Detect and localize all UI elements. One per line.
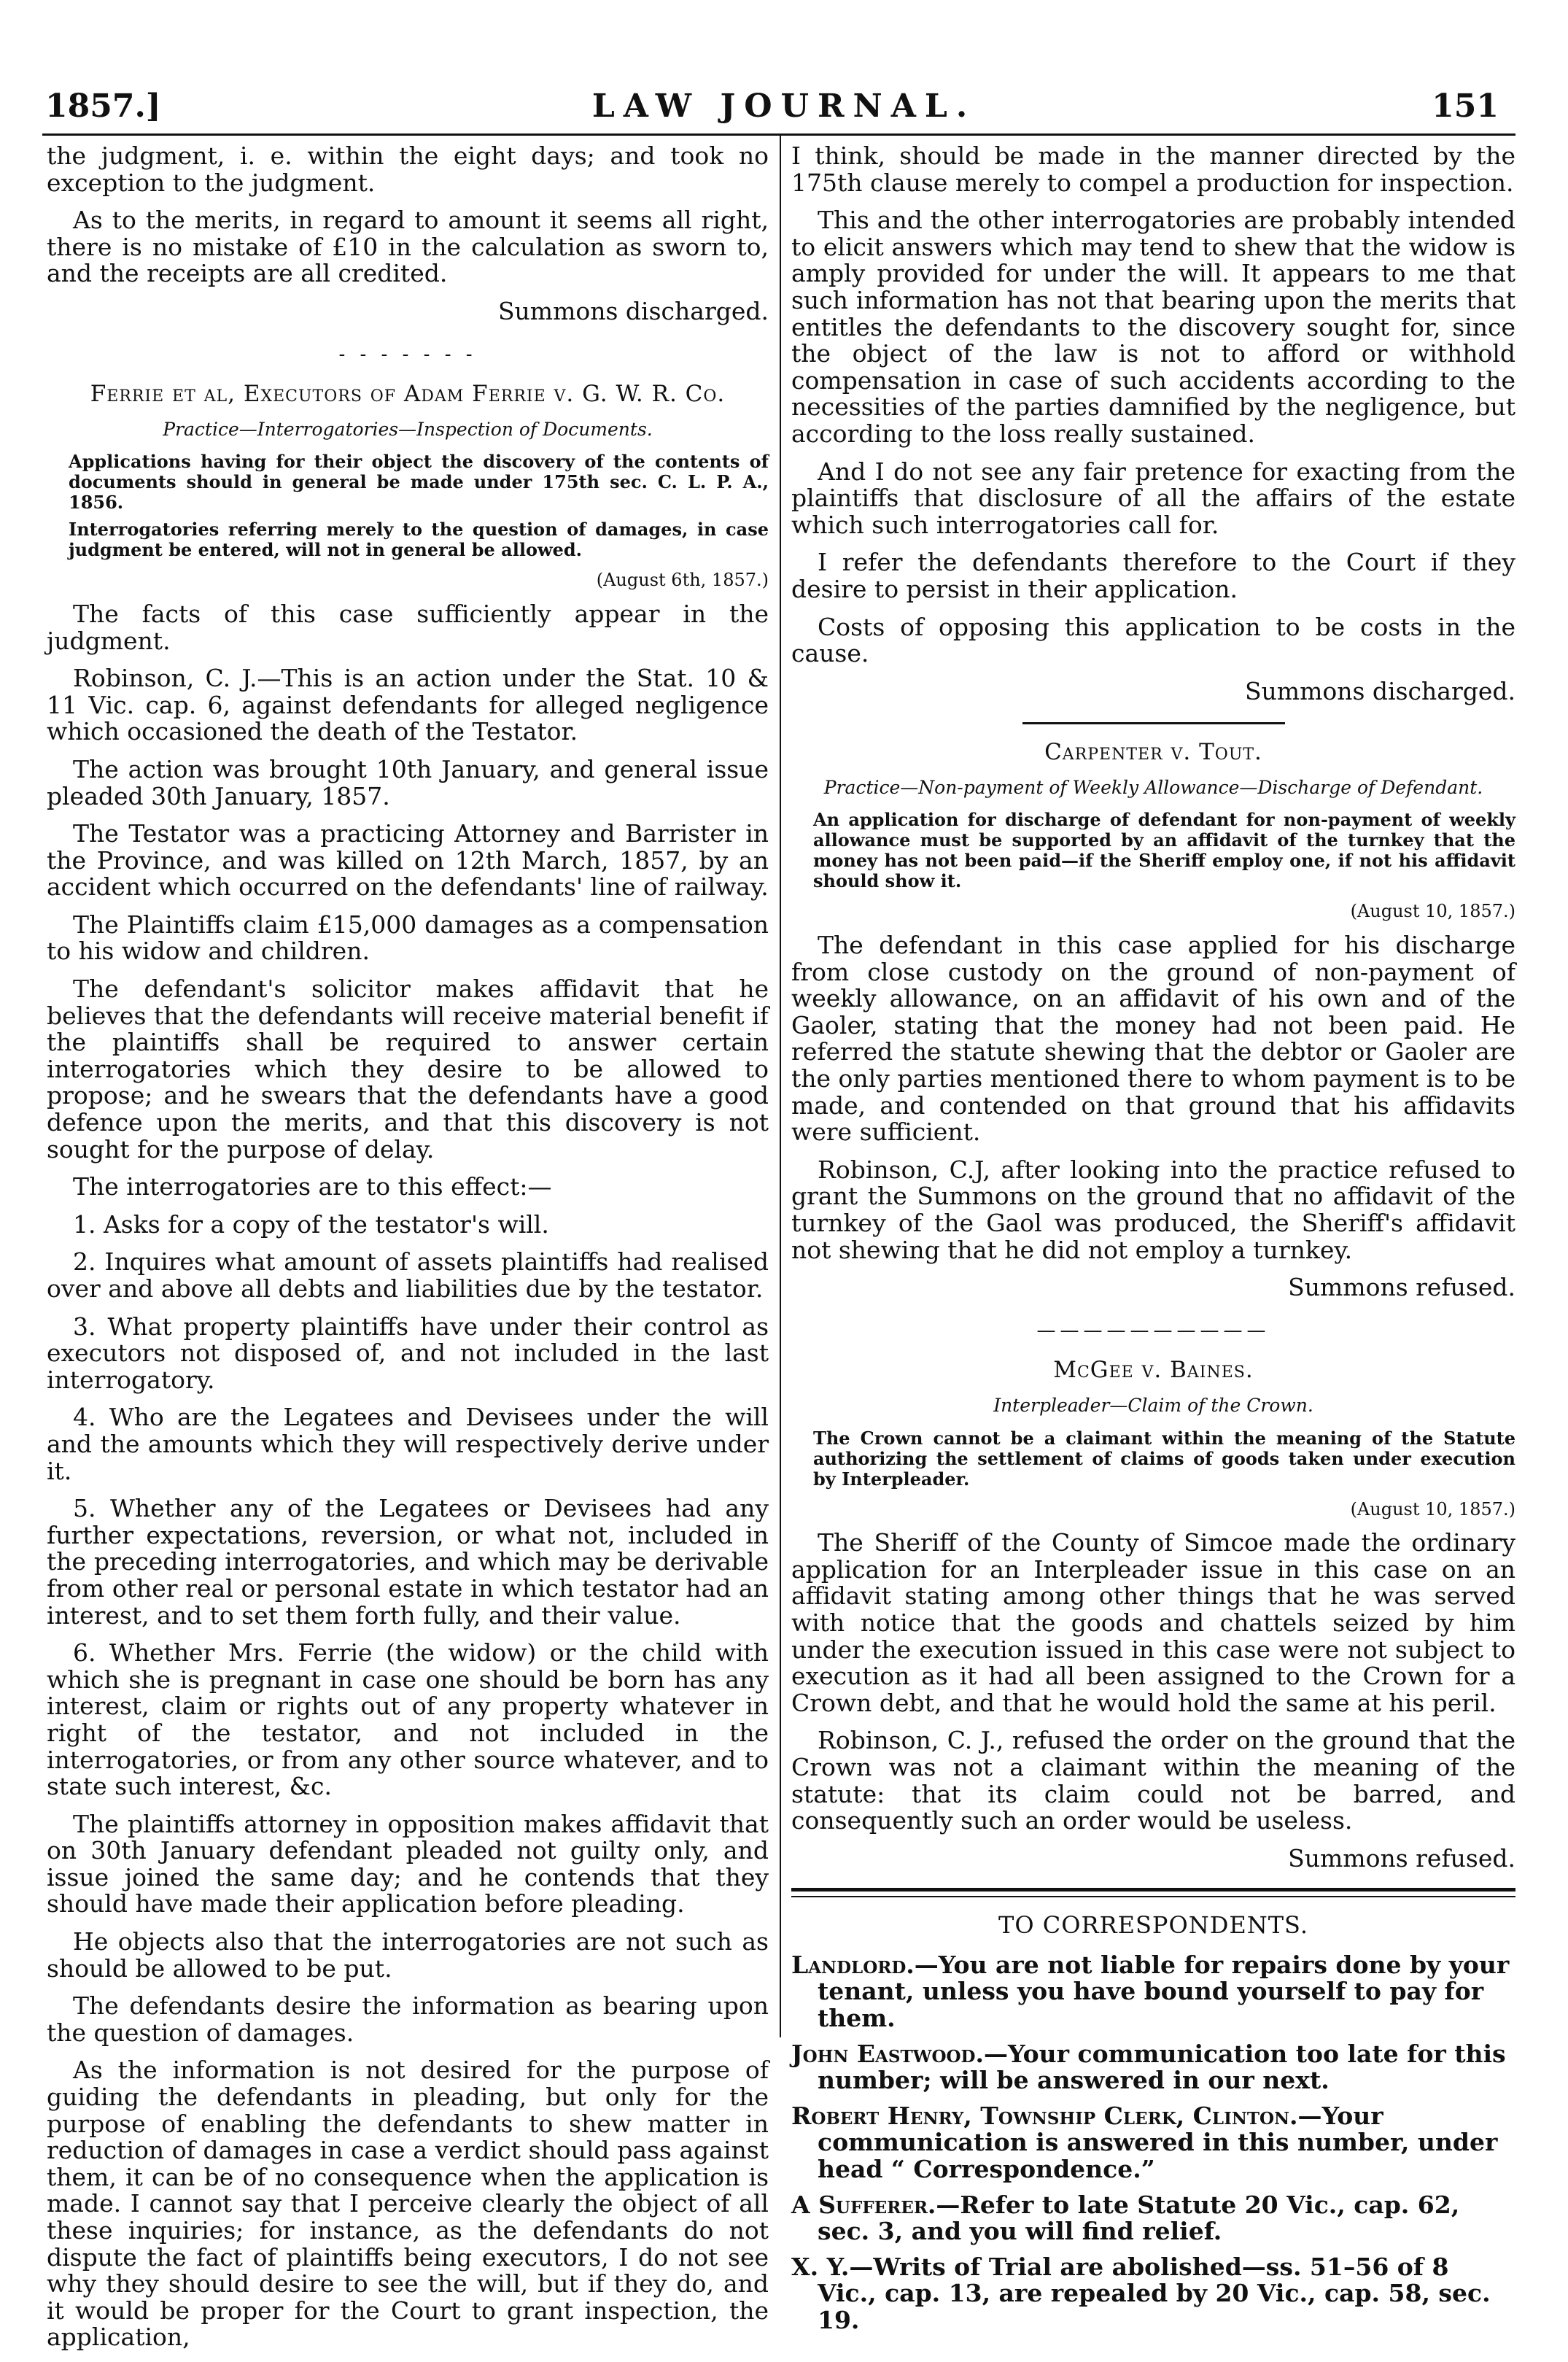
case-title: McGee v. Baines.: [1053, 1357, 1254, 1384]
correspondent-name: Landlord.: [791, 1950, 915, 1979]
case-date: (August 10, 1857.): [1350, 1498, 1515, 1519]
headnote: An application for discharge of defendant for non-payment of weekly allowance must be supported by an affidavit of the turnkey that the money has not been paid—if the Sheriff employ one, if not his affidavit should show it.: [813, 809, 1515, 892]
case-date: (August 10, 1857.): [1350, 901, 1515, 922]
paragraph: This and the other interrogatories are probably intended to elicit answers which may tend to shew that the widow is amply provided for under the will. It appears to me that such information has not that bearing upon the merits that entitles the defendants to the discovery sought for, since the object of the law is not to afford or withhold compensation in case of such accidents according to the necessities of the parties damnified by the negligence, but according to the loss really sustained.: [791, 206, 1515, 448]
paragraph: The defendants desire the information as bearing upon the question of damages.: [47, 1991, 769, 2047]
paragraph: The facts of this case sufficiently appear in the judgment.: [47, 599, 769, 655]
header-title: LAW JOURNAL.: [591, 88, 977, 125]
paragraph: Robinson, C. J.—This is an action under the Stat. 10 & 11 Vic. cap. 6, against defendants for alleged negligence which occasioned the death of the Testator.: [47, 664, 769, 746]
paragraph: The Plaintiffs claim £15,000 damages as a compensation to his widow and children.: [47, 910, 769, 966]
paragraph: I think, should be made in the manner directed by the 175th clause merely to compel a production for inspection.: [791, 142, 1515, 197]
correspondent-reply: —Your communication is answered in this number, under head “ Correspondence.”: [818, 2101, 1498, 2184]
paragraph: The interrogatories are to this effect:—: [73, 1172, 552, 1201]
correspondent-name: A Sufferer.: [791, 2190, 936, 2219]
case-subtitle: Interpleader—Claim of the Crown.: [993, 1394, 1313, 1416]
paragraph: The plaintiffs attorney in opposition makes affidavit that on 30th January defendant pleaded not guilty only, and issue joined the same day; and he contends that they should have made their application before pleading.: [47, 1809, 769, 1918]
right-column: [791, 143, 1515, 2343]
section-divider: - - - - - - -: [338, 343, 477, 365]
paragraph: He objects also that the interrogatories are not such as should be allowed to be put.: [47, 1927, 769, 1983]
case-result: Summons refused.: [1288, 1843, 1515, 1873]
header-page-number: 151: [1432, 88, 1499, 125]
correspondent-item: [791, 2103, 1515, 2183]
paragraph: Costs of opposing this application to be costs in the cause.: [791, 612, 1515, 668]
headnote: The Crown cannot be a claimant within the meaning of the Statute authorizing the settlement of claims of goods taken under execution by Interpleader.: [813, 1427, 1515, 1490]
paragraph: As the information is not desired for the purpose of guiding the defendants in pleading, but only for the purpose of enabling the defendants to shew matter in reduction of damages in case a verdict should pass against them, it can be of no consequence when the application is made. I cannot say that I perceive clearly the object of all these inquiries; for instance, as the defendants do not dispute the fact of plaintiffs being executors, I do not see why they should desire to see the will, but if they do, and it would be proper for the Court to grant inspection, the application,: [47, 2056, 769, 2352]
correspondent-reply: —Refer to late Statute 20 Vic., cap. 62, sec. 3, and you will find relief.: [818, 2190, 1460, 2246]
paragraph: Robinson, C. J., refused the order on the ground that the Crown was not a claimant within the meaning of the statute: that its claim could not be barred, and consequently such an order would be useless.: [791, 1726, 1515, 1835]
paragraph: The defendant's solicitor makes affidavit that he believes that the defendants will receive material benefit if the plaintiffs shall be required to answer certain interrogatories which they desire to be allowed to propose; and he swears that the defendants have a good defence upon the merits, and that this discovery is not sought for the purpose of delay.: [47, 975, 769, 1163]
case-result: Summons refused.: [1288, 1273, 1515, 1302]
section-double-rule: [791, 1888, 1515, 1897]
paragraph: I refer the defendants therefore to the Court if they desire to persist in their application.: [791, 548, 1515, 603]
correspondent-reply: —Writs of Trial are abolished—ss. 51–56 of 8 Vic., cap. 13, are repealed by 20 Vic., cap. 58, sec. 19.: [818, 2252, 1491, 2334]
section-rule: [1022, 722, 1285, 724]
header-rule: [42, 133, 1515, 136]
paragraph: 1. Asks for a copy of the testator's will.: [73, 1209, 549, 1239]
paragraph: 4. Who are the Legatees and Devisees under the will and the amounts which they will respectively derive under it.: [47, 1403, 769, 1485]
left-column: [47, 143, 769, 2362]
paragraph: 3. What property plaintiffs have under their control as executors not disposed of, and not included in the last interrogatory.: [47, 1312, 769, 1394]
correspondents-title: TO CORRESPONDENTS.: [998, 1911, 1308, 1940]
case-result: Summons discharged.: [1244, 676, 1515, 705]
correspondent-item: [791, 2192, 1515, 2245]
paragraph: the judgment, i. e. within the eight days; and took no exception to the judgment.: [47, 142, 769, 197]
paragraph: 6. Whether Mrs. Ferrie (the widow) or the child with which she is pregnant in case one should be born has any interest, claim or rights out of any property whatever in right of the testator, and not included in the interrogatories, or from any other source whatever, and to state such interest, &c.: [47, 1638, 769, 1801]
paragraph: As to the merits, in regard to amount it seems all right, there is no mistake of £10 in the calculation as sworn to, and the receipts are all credited.: [47, 206, 769, 288]
section-divider: ——————————: [1036, 1319, 1270, 1341]
correspondent-item: [791, 2041, 1515, 2094]
headnote: Interrogatories referring merely to the question of damages, in case judgment be entered, will not in general be allowed.: [69, 519, 769, 561]
case-subtitle: Practice—Interrogatories—Inspection of Documents.: [163, 418, 653, 440]
case-result: Summons discharged.: [497, 296, 769, 325]
paragraph: 2. Inquires what amount of assets plaintiffs had realised over and above all debts and liabilities due by the testator.: [47, 1247, 769, 1303]
case-subtitle: Practice—Non-payment of Weekly Allowance—Discharge of Defendant.: [823, 776, 1483, 798]
paragraph: The Sheriff of the County of Simcoe made the ordinary application for an Interpleader issue in this case on an affidavit stating among other things that he was served with notice that the goods and chattels seized by him under the execution issued in this case were not subject to execution as it had all been assigned to the Crown for a Crown debt, and that he would hold the same at his peril.: [791, 1528, 1515, 1717]
correspondent-item: [791, 2254, 1515, 2334]
correspondent-name: Robert Henry, Township Clerk, Clinton.: [791, 2101, 1298, 2130]
paragraph: The action was brought 10th January, and general issue pleaded 30th January, 1857.: [47, 754, 769, 810]
paragraph: 5. Whether any of the Legatees or Devisees had any further expectations, reversion, or what not, included in the preceding interrogatories, and which may be derivable from other real or personal estate in which testator had an interest, and to set them forth fully, and their value.: [47, 1494, 769, 1630]
paragraph: The Testator was a practicing Attorney and Barrister in the Province, and was killed on 12th March, 1857, by an accident which occurred on the defendants' line of railway.: [47, 819, 769, 902]
paragraph: The defendant in this case applied for his discharge from close custody on the ground of non-payment of weekly allowance, on an affidavit of his own and of the Gaoler, stating that the money had not been paid. He referred the statute shewing that the debtor or Gaoler are the only parties mentioned there to whom payment is to be made, and contended on that ground that his affidavits were sufficient.: [791, 931, 1515, 1147]
case-title: Ferrie et al, Executors of Adam Ferrie v. G. W. R. Co.: [90, 381, 726, 408]
correspondent-reply: —Your communication too late for this number; will be answered in our next.: [818, 2039, 1506, 2095]
correspondent-item: [791, 1952, 1515, 2032]
correspondent-name: X. Y.: [791, 2252, 850, 2281]
column-divider: [780, 133, 781, 2037]
paragraph: And I do not see any fair pretence for exacting from the plaintiffs that disclosure of all the affairs of the estate which such interrogatories call for.: [791, 457, 1515, 539]
header-year: 1857.]: [45, 88, 161, 125]
correspondent-reply: —You are not liable for repairs done by your tenant, unless you have bound yourself to pay for them.: [818, 1950, 1510, 2033]
case-title: Carpenter v. Tout.: [1044, 739, 1262, 766]
headnote: Applications having for their object the discovery of the contents of documents should in general be made under 175th sec. C. L. P. A., 1856.: [69, 451, 769, 514]
correspondent-name: John Eastwood.: [791, 2039, 984, 2068]
case-date: (August 6th, 1857.): [596, 570, 769, 591]
paragraph: Robinson, C.J, after looking into the practice refused to grant the Summons on the ground that no affidavit of the turnkey of the Gaol was produced, the Sheriff's affidavit not shewing that he did not employ a turnkey.: [791, 1155, 1515, 1264]
